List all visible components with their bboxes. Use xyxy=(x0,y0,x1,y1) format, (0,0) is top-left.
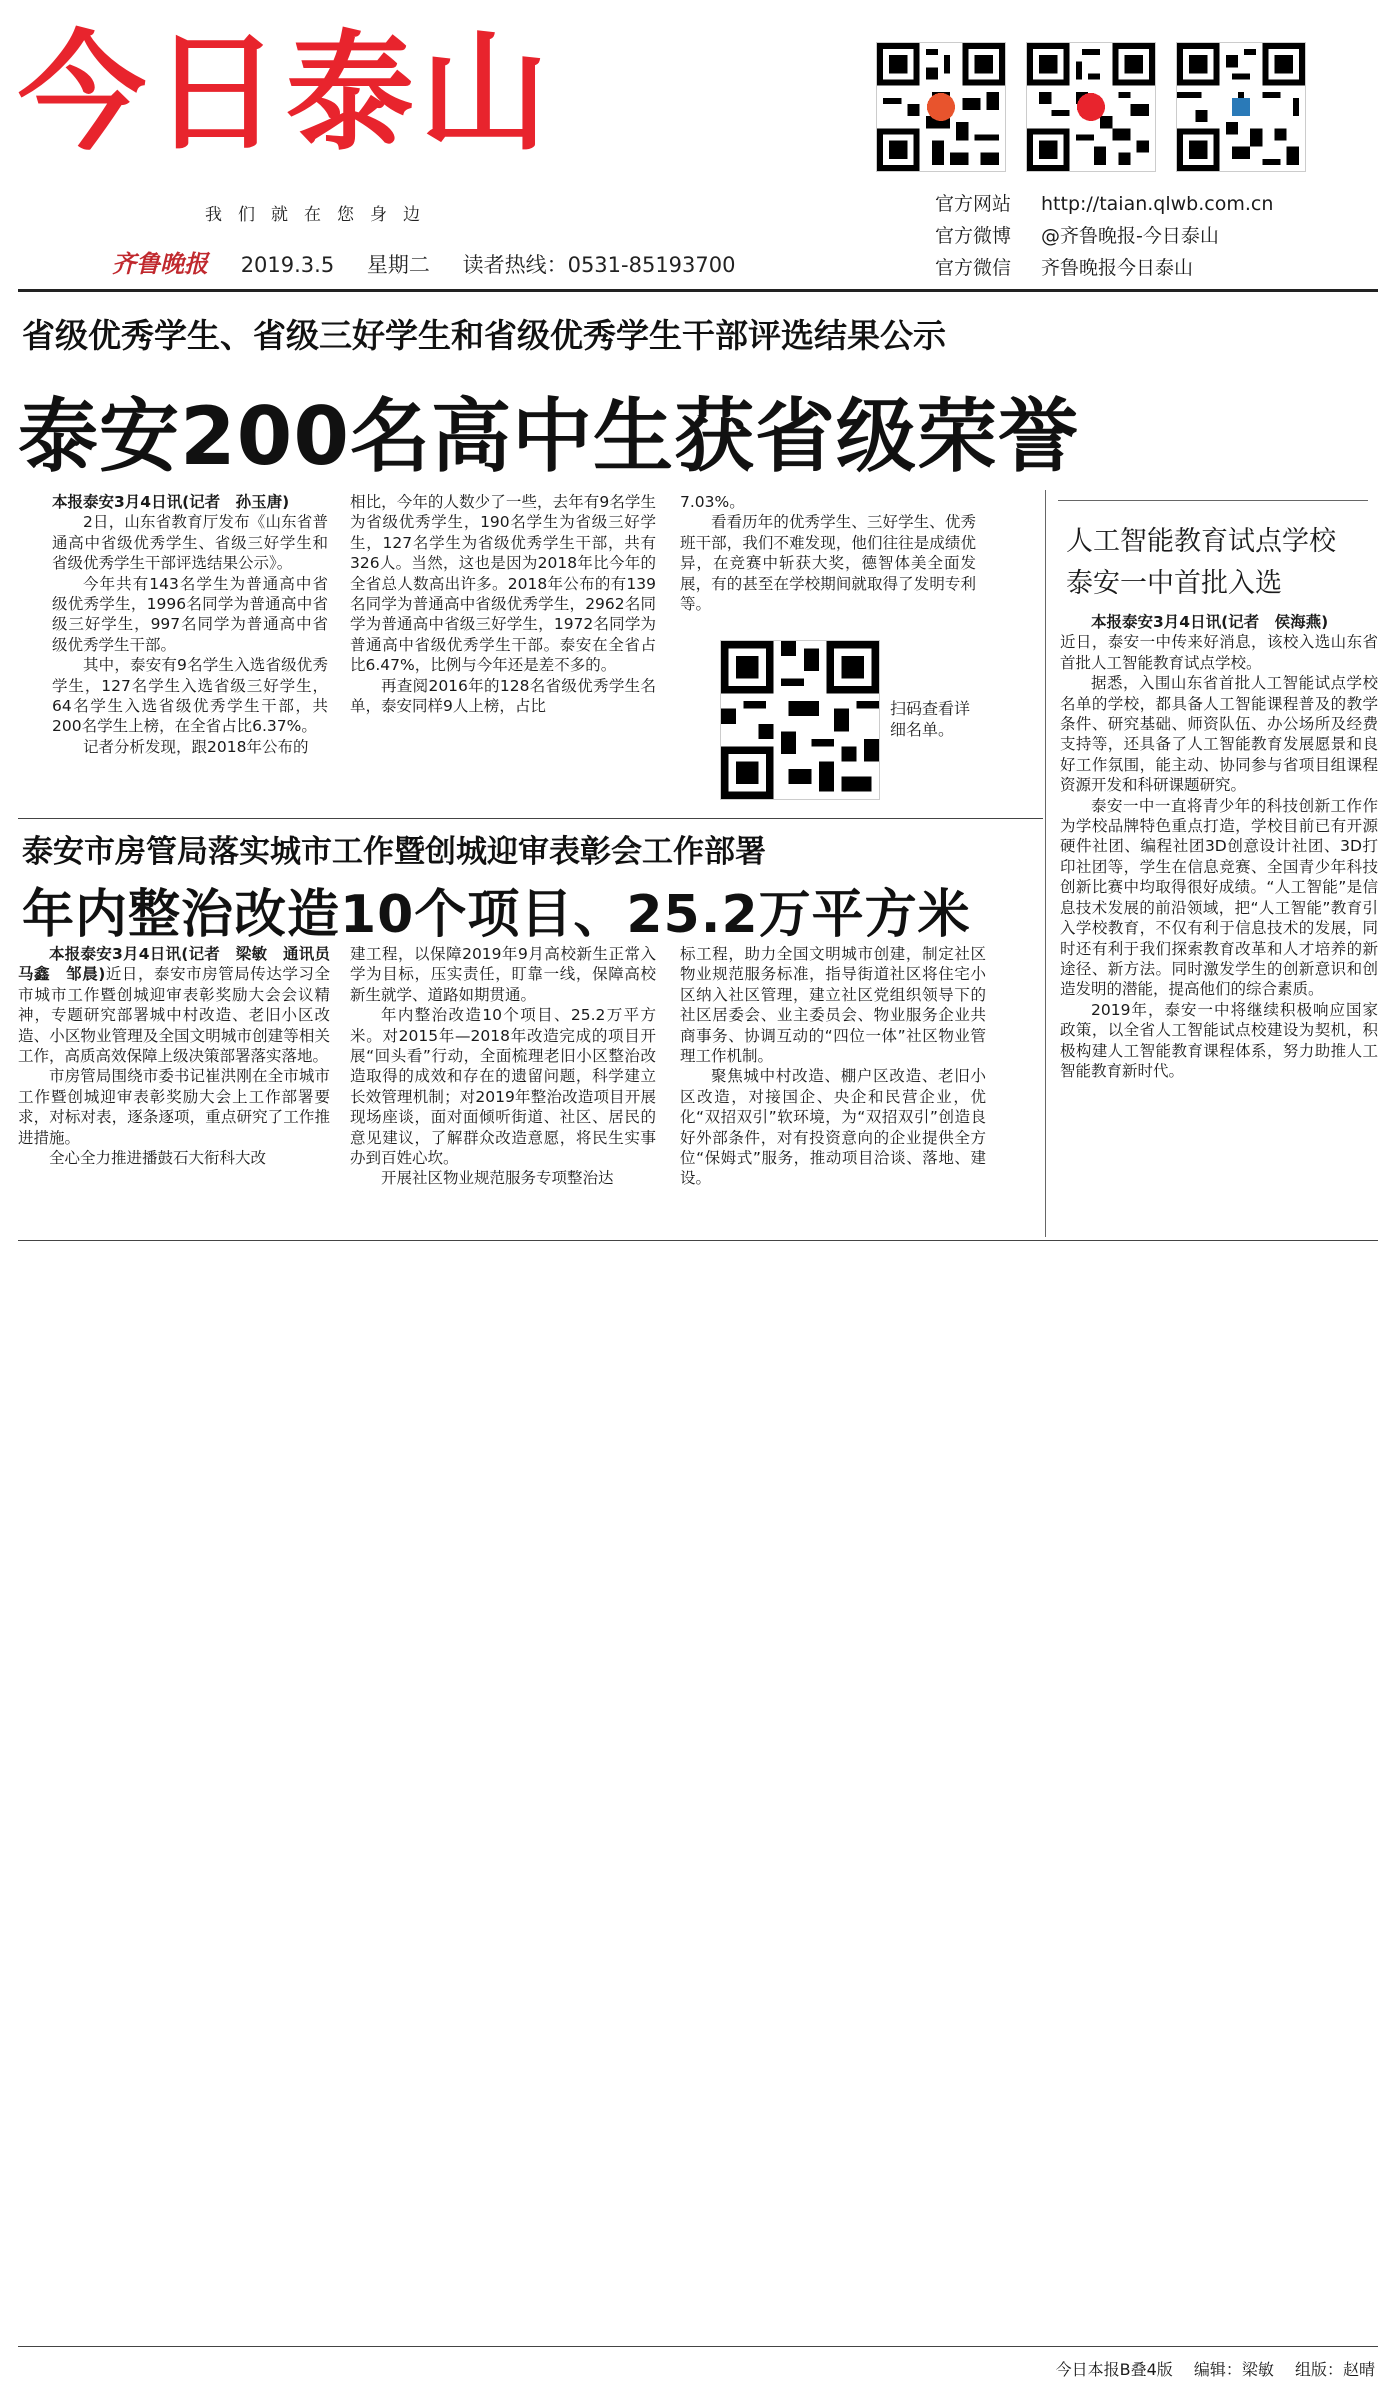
article3-byline: 本报泰安3月4日讯(记者 侯海燕) xyxy=(1091,613,1329,631)
article3-body: 本报泰安3月4日讯(记者 侯海燕) 近日，泰安一中传来好消息，该校入选山东省首批人工智能教育试点学校。 据悉，入围山东省首批人工智能试点学校名单的学校，都具备人工智能课程普及的教学条件、研究基础、师资队伍、办公场所及经费支持等，还具备了人工智能教育发展愿景和良好工作氛围，能主动、协同参与省项目组课程资源开发和科研课题研究。 泰安一中一直将青少年的科技创新工作作为学校品牌特色重点打造，学校目前已有开源硬件社团、编程社团3D创意设计社团、3D打印社团等，学生在信息竞赛、全国青少年科技创新比赛中均取得很好成绩。“人工智能”是信息技术发展的前沿领域，把“人工智能”教育引入学校教育，不仅有利于信息技术的发展，同时还有利于我们探索教育改革和人才培养的新途径、新方法。同时激发学生的创新意识和创造发明的潜能，提高他们的综合素质。 2019年，泰安一中将继续积极响应国家政策，以全省人工智能试点校建设为契机，积极构建人工智能教育课程体系，努力助推人工智能教育新时代。 xyxy=(1060,613,1378,1080)
qr-code-icon[interactable] xyxy=(1026,42,1156,172)
masthead-title: 今日泰山 xyxy=(18,19,555,168)
website-link[interactable]: http://taian.qlwb.com.cn xyxy=(1041,193,1274,215)
article1-subtitle: 省级优秀学生、省级三好学生和省级优秀学生干部评选结果公示 xyxy=(22,316,946,355)
article1-title: 泰安200名高中生获省级荣誉 xyxy=(18,390,1079,483)
article1-col1: 本报泰安3月4日讯(记者 孙玉唐) 2日，山东省教育厅发布《山东省普通高中省级优秀学生、省级三好学生和省级优秀学生干部评选结果公示》。 今年共有143名学生为普通高中省级优秀学生，1996名同学为普通高中省级三好学生，997名同学为普通高中省级优秀学生干部。 其中，泰安有9名学生入选省级优秀学生，127名学生入选省级三好学生，64名学生入选省级优秀学生干部，共200名学生上榜，在全省占比6.37%。 记者分析发现，跟2018年公布的 xyxy=(52,493,328,756)
article1-col3: 7.03%。 看看历年的优秀学生、三好学生、优秀班干部，我们不难发现，他们往往是成绩优异，在竞赛中斩获大奖，德智体美全面发展，有的甚至在学校期间就取得了发明专利等。 xyxy=(680,493,976,614)
article3-title-line2: 泰安一中首批入选 xyxy=(1066,568,1282,599)
layout-credit: 组版：赵晴 xyxy=(1294,2360,1375,2379)
article2-col1: 本报泰安3月4日讯(记者 梁敏 通讯员 马鑫 邹晨)近日，泰安市房管局传达学习全市城市工作暨创城迎审表彰奖励大会会议精神，专题研究部署城中村改造、老旧小区改造、小区物业管理及全国文明城市创建等相关工作，高质高效保障上级决策部署落实落地。 市房管局围绕市委书记崔洪刚在全市城市工作暨创城迎审表彰奖励大会上工作部署要求，对标对表，逐条逐项，重点研究了工作推进措施。 全心全力推进播鼓石大衔科大改 xyxy=(18,945,346,1168)
article3-title-line1: 人工智能教育试点学校 xyxy=(1066,526,1336,557)
qr-code-icon[interactable] xyxy=(1176,42,1306,172)
reader-hotline: 读者热线：0531-85193700 xyxy=(462,253,736,277)
contact-website: 官方网站 http://taian.qlwb.com.cn xyxy=(935,193,1274,215)
official-contacts xyxy=(935,188,1273,284)
article2-byline: 本报泰安3月4日讯(记者 梁敏 通讯员 马鑫 邹晨) xyxy=(18,945,346,984)
masthead-slogan: 我们就在您身边 xyxy=(205,205,436,225)
contact-wechat: 官方微信 齐鲁晚报今日泰山 xyxy=(935,257,1194,279)
weibo-handle: @齐鲁晚报-今日泰山 xyxy=(1041,225,1219,247)
edition-label: 今日本报B叠4版 xyxy=(1055,2360,1173,2379)
wechat-handle: 齐鲁晚报今日泰山 xyxy=(1041,257,1194,279)
article2-subtitle: 泰安市房管局落实城市工作暨创城迎审表彰会工作部署 xyxy=(22,834,766,870)
editor-credit: 编辑：梁敏 xyxy=(1193,2360,1274,2379)
dateline xyxy=(112,244,762,279)
qr-caption: 扫码查看详细名单。 xyxy=(890,699,971,739)
column-divider xyxy=(1045,490,1046,1237)
issue-date: 2019.3.5 xyxy=(240,253,335,277)
qr-code-icon[interactable] xyxy=(876,42,1006,172)
article2-title: 年内整治改造10个项目、25.2万平方米 xyxy=(22,885,971,945)
article2-col2: 建工程，以保障2019年9月高校新生正常入学为目标，压实责任，盯靠一线，保障高校新生就学、道路如期贯通。 年内整治改造10个项目、25.2万平方米。对2015年—2018年改造完成的项目开展“回头看”行动，全面梳理老旧小区整治改造取得的成效和存在的遗留问题，科学建立长效管理机制；对2019年整治改造项目开展现场座谈，面对面倾听街道、社区、居民的意见建议，了解群众改造意愿，将民生实事办到百姓心坎。 开展社区物业规范服务专项整治达 xyxy=(350,945,656,1188)
content-bottom-rule xyxy=(18,1240,1378,1241)
qr-code-icon[interactable] xyxy=(720,640,880,800)
side-title-rule xyxy=(1058,500,1368,501)
masthead-divider xyxy=(18,289,1378,292)
contact-weibo: 官方微博 @齐鲁晚报-今日泰山 xyxy=(935,225,1219,247)
issue-weekday: 星期二 xyxy=(366,253,430,277)
brand-logo: 齐鲁晚报 xyxy=(112,249,208,278)
article1-byline: 本报泰安3月4日讯(记者 孙玉唐) xyxy=(52,493,290,511)
article1-col2: 相比，今年的人数少了一些，去年有9名学生为省级优秀学生，190名学生为省级三好学生，127名学生为省级优秀学生干部，共有326人。当然，这也是因为2018年比今年的全省总人数高出许多。2018年公布的有139名同学为普通高中省级优秀学生，2962名同学为普通高中省级三好学生，1972名同学为普通高中省级优秀学生干部。泰安在全省占比6.47%，比例与今年还是差不多的。 再查阅2016年的128名省级优秀学生名单，泰安同样9人上榜，占比 xyxy=(350,493,656,716)
article-divider xyxy=(18,818,1043,819)
page-footer xyxy=(1040,2357,1375,2380)
article2-col3: 标工程，助力全国文明城市创建，制定社区物业规范服务标准，指导街道社区将住宅小区纳入社区管理，建立社区党组织领导下的社区居委会、业主委员会、物业服务企业共商事务、协调互动的“四位一体”社区物业管理工作机制。 聚焦城中村改造、棚户区改造、老旧小区改造，对接国企、央企和民营企业，优化“双招双引”软环境，为“双招双引”创造良好外部条件，对有投资意向的企业提供全方位“保姆式”服务，推动项目洽谈、落地、建设。 xyxy=(680,945,986,1188)
footer-rule xyxy=(18,2346,1378,2347)
